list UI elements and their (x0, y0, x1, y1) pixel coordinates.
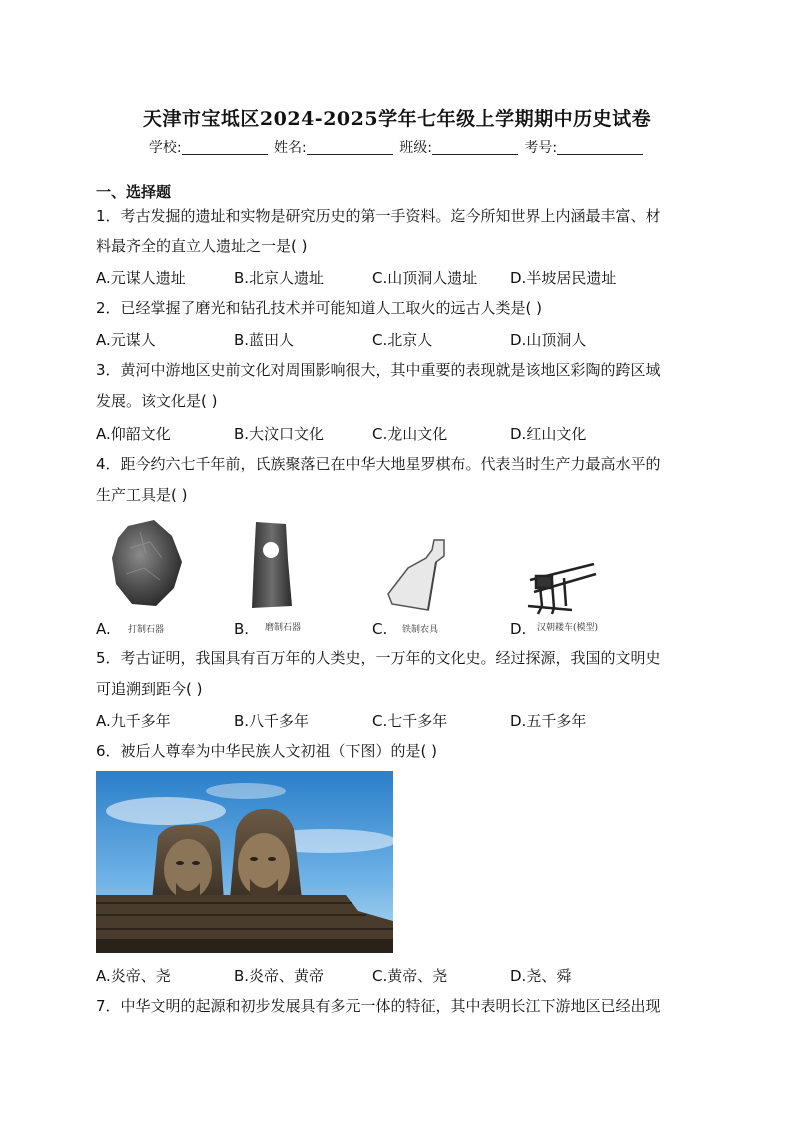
name-blank[interactable] (307, 140, 393, 155)
q6-option-c: C.黄帝、尧 (372, 967, 448, 985)
q1-option-d: D.半坡居民遗址 (510, 269, 617, 287)
question-1-text-cont: 料最齐全的直立人遗址之一是( ) (96, 237, 308, 255)
q3-option-a: A.仰韶文化 (96, 425, 171, 443)
seed-drill-image (524, 560, 600, 616)
question-1-text: 1．考古发掘的遗址和实物是研究历史的第一手资料。迄今所知世界上内涵最丰富、材 (96, 207, 661, 225)
caption-iron-tool: 铁制农具 (402, 625, 439, 635)
question-4-text: 4．距今约六七千年前，氏族聚落已在中华大地星罗棋布。代表当时生产力最高水平的 (96, 455, 661, 473)
q4-option-d: D. (510, 620, 527, 638)
q5-option-d: D.五千多年 (510, 712, 587, 730)
q4-option-a: A. (96, 620, 111, 638)
caption-seed-drill: 汉朝耧车(模型) (537, 623, 599, 633)
question-4-text-cont: 生产工具是( ) (96, 486, 188, 504)
class-label: 班级: (399, 140, 432, 156)
q3-option-b: B.大汶口文化 (234, 425, 325, 443)
class-blank[interactable] (432, 140, 518, 155)
q5-option-a: A.九千多年 (96, 712, 171, 730)
q4-option-c: C. (372, 620, 388, 638)
q5-option-b: B.八千多年 (234, 712, 310, 730)
question-6-text: 6．被后人尊奉为中华民族人文初祖（下图）的是( ) (96, 742, 438, 760)
school-label: 学校: (148, 140, 182, 156)
q2-option-a: A.元谋人 (96, 331, 156, 349)
polished-stone-tool-image (248, 520, 294, 610)
iron-tool-image (386, 538, 452, 616)
q3-option-c: C.龙山文化 (372, 425, 448, 443)
caption-polished-stone: 磨制石器 (265, 623, 302, 633)
caption-chipped-stone: 打制石器 (128, 625, 165, 635)
number-blank[interactable] (557, 140, 643, 155)
question-2-text: 2．已经掌握了磨光和钻孔技术并可能知道人工取火的远古人类是( ) (96, 299, 543, 317)
q2-option-d: D.山顶洞人 (510, 331, 587, 349)
question-7-text: 7．中华文明的起源和初步发展具有多元一体的特征，其中表明长江下游地区已经出现 (96, 997, 661, 1015)
question-5-text-cont: 可追溯到距今( ) (96, 680, 203, 698)
student-info-row (0, 137, 794, 157)
question-3-text: 3．黄河中游地区史前文化对周围影响很大，其中重要的表现就是该地区彩陶的跨区域 (96, 361, 661, 379)
q1-option-a: A.元谋人遗址 (96, 269, 186, 287)
section-heading: 一、选择题 (96, 183, 172, 201)
name-label: 姓名: (274, 140, 307, 156)
q1-option-b: B.北京人遗址 (234, 269, 325, 287)
q1-option-c: C.山顶洞人遗址 (372, 269, 478, 287)
q4-option-b: B. (234, 620, 250, 638)
number-label: 考号: (524, 140, 558, 156)
q3-option-d: D.红山文化 (510, 425, 587, 443)
q6-option-b: B.炎帝、黄帝 (234, 967, 325, 985)
school-blank[interactable] (182, 140, 268, 155)
page-title: 天津市宝坻区2024-2025学年七年级上学期期中历史试卷 (142, 108, 652, 130)
q5-option-c: C.七千多年 (372, 712, 448, 730)
q2-option-c: C.北京人 (372, 331, 433, 349)
emperors-statue-photo (96, 771, 393, 953)
chipped-stone-tool-image (110, 518, 184, 610)
q2-option-b: B.蓝田人 (234, 331, 295, 349)
q6-option-d: D.尧、舜 (510, 967, 572, 985)
question-3-text-cont: 发展。该文化是( ) (96, 392, 218, 410)
q6-option-a: A.炎帝、尧 (96, 967, 171, 985)
question-5-text: 5．考古证明，我国具有百万年的人类史，一万年的文化史。经过探源，我国的文明史 (96, 649, 661, 667)
